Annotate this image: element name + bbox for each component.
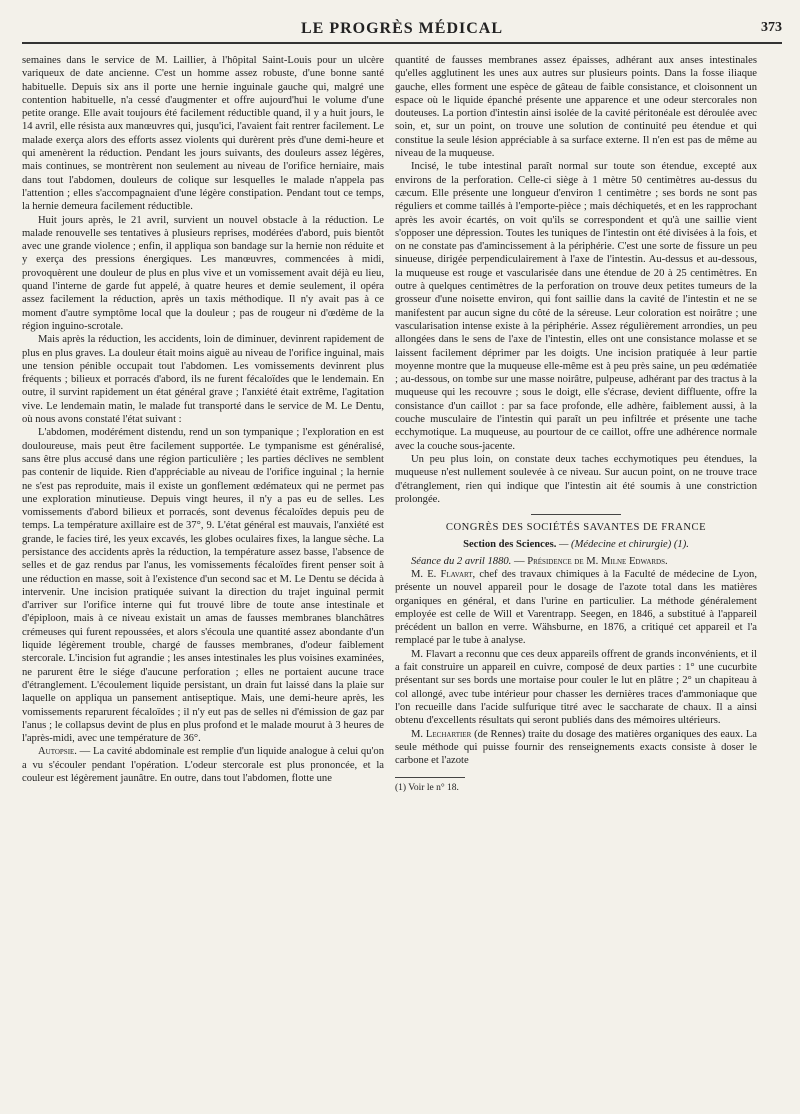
paragraph: semaines dans le service de M. Laillier, à l'hôpital Saint-Louis pour un ulcère variqueux de date ancienne. C'est un homme assez robuste, d'une bonne santé habituelle. Depuis six ans il porte une hernie inguinale gauche qui, malgré une contention habituelle, n'a cessé d'augmenter et offre aujourd'hui le volume d'une petite orange. Elle avait toujours été facilement réductible quand, il y a huit jours, le 14 avril, elle résista aux manœuvres qui, jusqu'ici, l'avaient fait rentrer facilement. Le malade exerça alors des efforts assez violents qui durèrent près d'une demi-heure et qui amenèrent la réduction. Pendant les jours suivants, des douleurs assez légères, mais continues, se montrèrent non seulement au niveau de l'orifice herniaire, mais dans tout l'abdomen, douleurs de colique sur lesquelles le malade n'appela pas l'attention ; elles s'accompagnaient d'une légère constipation. Pendant tout ce temps, la hernie demeura facilement réductible. <box>22 55 384 213</box>
left-column <box>22 54 384 785</box>
page-number: 373 <box>761 20 782 35</box>
section-subtitle <box>395 538 757 551</box>
paragraph: Huit jours après, le 21 avril, survient un nouvel obstacle à la réduction. Le malade renouvelle ses tentatives à plusieurs reprises, modérées d'abord, puis bientôt avec une grande violence ; enfin, il appliqua son bandage sur la hernie non réduite et y exerça des pressions énergiques. Les manœuvres, commencées à midi, provoquèrent une douleur de plus en plus vive et un vomissement avait déjà eu lieu, quand l'interne de garde fut appelé, à quatre heures et demie seulement, il opéra assez facilement la réduction, après un taxis méthodique. Il n'y avait pas à ce moment d'autre symptôme local que la douleur ; pas de rougeur ni d'œdème de la région inguino-scrotale. <box>22 214 384 332</box>
paragraph: Un peu plus loin, on constate deux taches ecchymotiques peu étendues, la muqueuse n'est nullement soulevée à ce niveau. Sur aucun point, on ne trouve trace d'étranglement, rien qui indique que l'intestin ait été soumis à une constriction prolongée. <box>395 453 757 505</box>
section-title: CONGRÈS DES SOCIÉTÉS SAVANTES DE FRANCE <box>445 522 707 534</box>
section-sub-rest: — (Médecine et chirurgie) (1). <box>556 539 689 551</box>
seance-presidence: — Présidence de M. Milne Edwards. <box>511 555 668 567</box>
paragraph-autopsie <box>22 745 384 785</box>
paragraph-text: chef des travaux chimiques à la Faculté de médecine de Lyon, présente un nouvel appareil pour le dosage de l'azote total dans les matières organiques en général, et dans l'urine en particulier. La méthode généralement employée est celle de Will et Varentrapp. Seegen, en 1846, a substitué à l'appareil précédent un ballon en verre. Wähsburne, en 1876, a critiqué cet appareil et l'a remplacé par le tube à analyse. <box>395 568 757 647</box>
page-header <box>22 14 782 44</box>
paragraph: M. Flavart a reconnu que ces deux appareils offrent de grands inconvénients, et il a fait construire un appareil en cuivre, composé de deux parties : 1° une cucurbite présentant sur ses bords une mortaise pour couler le lut en plâtre ; 2° un chapiteau à col allongé, avec tube intérieur pour chasser les dernières traces d'ammoniaque que l'on recueille dans l'acide sulfurique titré avec le saccharate de chaux. Il a ainsi obtenu d'excellents résultats qui seront publiés dans des mémoires ultérieurs. <box>395 648 757 727</box>
author-name: M. E. Flavart, <box>411 568 476 580</box>
paragraph: quantité de fausses membranes assez épaisses, adhérant aux anses intestinales qu'elles agglutinent les unes aux autres sur plusieurs points. Dans la fosse iliaque gauche, elles forment une espèce de gâteau de faible consistance, et cloisonnent un espace où le liquide épanché présente une apparence et une odeur stercorales non douteuses. La portion d'intestin ainsi isolée de la cavité péritonéale est déroulée avec soin, et, sur un point, on trouve une solution de continuité peu étendue et qui constitue la seule lésion appréciable à sa surface externe. Il n'en est pas de même au niveau de la muqueuse. <box>395 55 757 160</box>
paragraph-flavart <box>395 568 757 648</box>
autopsie-text: — La cavité abdominale est remplie d'un liquide analogue à celui qu'on a vu s'écouler pendant l'opération. L'odeur stercorale est plus prononcée, et la couleur est légèrement jaunâtre. En outre, dans tout l'abdomen, flotte une <box>22 746 384 785</box>
footnote-rule <box>395 777 465 778</box>
paragraph: Mais après la réduction, les accidents, loin de diminuer, devinrent rapidement de plus en plus graves. La douleur était moins aiguë au niveau de l'orifice inguinal, mais une tension pénible occupait tout l'abdomen. Les vomissements devinrent plus fréquents ; bilieux et porracés d'abord, ils ne furent fécaloïdes que le lendemain. En outre, il survint rapidement un état général grave ; l'anxiété était extrême, l'agitation vive. Le lendemain matin, le malade fut transporté dans le service de M. Le Dentu, où nous avons constaté l'état suivant : <box>22 334 384 426</box>
paragraph: Incisé, le tube intestinal paraît normal sur toute son étendue, excepté aux environs de la perforation. Celle-ci siège à 1 mètre 50 centimètres au-dessus du cæcum. Elle présente une longueur d'environ 1 centimètre ; ses bords ne sont pas réguliers et comme taillés à l'emporte-pièce ; mais déchiquetés, et en les rapprochant après les avoir écartés, on voit qu'ils se correspondent et qu'à une saillie vient s'opposer une dépression. Toutes les tuniques de l'intestin ont été divisées à la fois, et on ne constate pas d'amincissement à la périphérie. C'est une sorte de fissure un peu sinueuse, dirigée perpendiculairement à l'axe de l'intestin. Au-dessus et au-dessous, la muqueuse est rouge et vascularisée dans une étendue de 20 à 25 centimètres. En outre à quelques centimètres de la perforation on trouve deux petites tumeurs de la grosseur d'une noisette environ, qui font saillie dans la cavité de l'intestin et ne se manifestent par aucun signe du côté de la séreuse. Leur coloration est noirâtre ; une vascularisation intense existe à la périphérie. Assez régulièrement arrondies, un peu allongées dans le sens de l'axe de l'intestin, elles ont une consistance molasse et se laissent facilement déprimer par les doigts. Une incision pratiquée à leur partie moyenne montre que la muqueuse elle-même est à peu près saine, un peu œdématiée ; au-dessous, on tombe sur une masse noirâtre, pulpeuse, adhérant par des tractus à la muqueuse qui les recouvre ; sous le doigt, elle s'écrase, devient diffluente, offre la consistance d'un caillot : par sa face profonde, elle adhère, faiblement aussi, à la couche musculaire de l'intestin qui paraît un peu infiltrée et présente une tache ecchymotique. La muqueuse, au pourtour de ce caillot, offre une adhérence normale avec la couche sous-jacente. <box>395 161 757 452</box>
right-column <box>395 54 757 796</box>
section-divider <box>531 514 621 515</box>
journal-title: LE PROGRÈS MÉDICAL <box>300 20 504 37</box>
seance-line <box>395 555 757 568</box>
autopsie-label: Autopsie. <box>38 746 77 758</box>
section-sub-bold: Section des Sciences. <box>463 539 557 551</box>
paragraph-text: (de Rennes) traite du dosage des matières organiques des eaux. La seule méthode qui puisse fournir des renseignements exacts consiste à doser le carbone et l'azote <box>395 728 757 767</box>
paragraph: L'abdomen, modérément distendu, rend un son tympanique ; l'exploration en est douloureuse, mais peut être facilement supportée. Le tympanisme est généralisé, sans être plus accusé dans une région particulière ; les parties déclives ne semblent pas contenir de liquide. Rien d'appréciable au niveau de l'orifice inguinal ; la hernie ne s'est pas reproduite, mais il existe un gonflement œdémateux qui ne permet pas une exploration minutieuse. Depuis vingt heures, il n'y a pas eu de selles. Les vomissements d'abord bilieux et porracés, sont devenus fécaloïdes depuis peu de temps. La température axillaire est de 37°, 9. L'état général est mauvais, l'anxiété est grande, le facies tiré, les yeux excavés, les globes oculaires fixes, la langue sèche. La persistance des accidents après la réduction, la température assez basse, l'absence de selles et de gaz rendus par l'anus, les vomissements fécaloïdes firent penser soit à une réduction en masse, soit à l'existence d'un second sac et M. Le Dentu se décida à intervenir. Une incision pratiquée suivant la direction du trajet inguinal permit d'arriver sur l'orifice interne qui fut trouvé libre de toute anse intestinale et d'épiploon, mais à ce niveau existait un amas de fausses membranes blanchâtres crémeuses qui furent repoussées, et alors s'écoula une quantité assez abondante d'un liquide légèrement trouble, chargé de fausses membranes, d'odeur faiblement stercorale. L'incision fut agrandie ; les anses intestinales les plus voisines examinées, ne parurent être le siége d'aucune perforation ; elles ne portaient aucune trace d'étranglement. L'écoulement liquide persistant, un drain fut laissé dans la plaie sur laquelle on appliqua un pansement antiseptique. Mais, une demi-heure après, les vomissements reparurent fécaloïdes ; il n'y eut pas de selles ni d'émission de gaz par l'anus ; le collapsus devint de plus en plus profond et le malade mourut à 3 heures de l'après-midi, avec une température de 36°. <box>22 427 384 745</box>
footnote: (1) Voir le n° 18. <box>395 783 459 794</box>
seance-date: Séance du 2 avril 1880. <box>411 555 512 567</box>
paragraph-lechartier <box>395 728 757 768</box>
author-name: M. Lechartier <box>411 728 472 740</box>
